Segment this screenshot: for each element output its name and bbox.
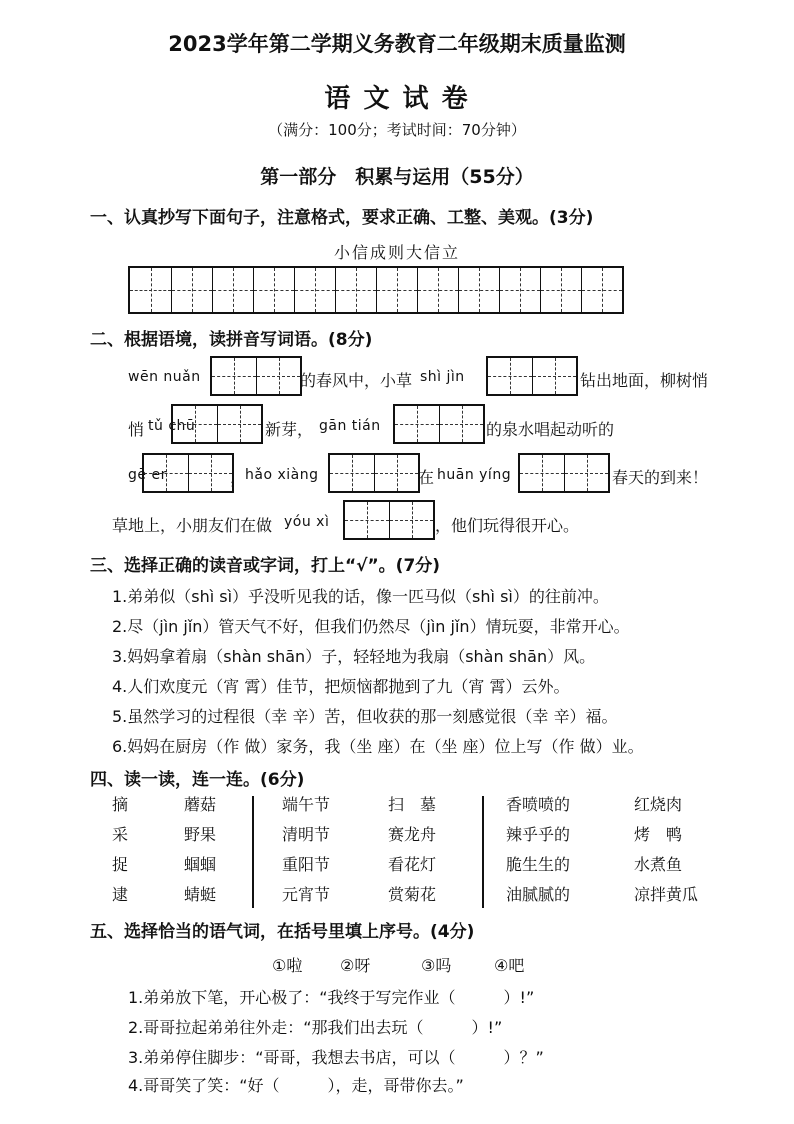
q3-item[interactable]: 5.虽然学习的过程很（幸 辛）苦，但收获的那一刻感觉很（幸 辛）福。 [112, 707, 618, 726]
answer-box[interactable] [393, 404, 485, 444]
q3-item[interactable]: 2.尽（jìn jǐn）管天气不好，但我们仍然尽（jìn jǐn）情玩耍，非常开心。 [112, 617, 630, 636]
q5-item[interactable]: 3.弟弟停住脚步：“哥哥，我想去书店，可以（ ）？” [128, 1048, 544, 1067]
match-item[interactable]: 赏菊花 [388, 885, 437, 904]
sentence-text: 草地上，小朋友们在做 [112, 516, 273, 535]
match-item[interactable]: 逮 [112, 885, 129, 904]
sentence-text: 春天的到来！ [612, 468, 709, 487]
q5-item[interactable]: 4.哥哥笑了笑：“好（ ），走，哥带你去。” [128, 1076, 464, 1095]
match-item[interactable]: 烤 鸭 [634, 825, 683, 844]
answer-box[interactable] [518, 453, 610, 493]
answer-box[interactable] [328, 453, 420, 493]
answer-box[interactable] [210, 356, 302, 396]
pinyin: tǔ chū [148, 418, 196, 434]
particle-option: ②呀 [340, 956, 371, 975]
match-item[interactable]: 脆生生的 [506, 855, 571, 874]
match-item[interactable]: 摘 [112, 795, 129, 814]
q5-item[interactable]: 2.哥哥拉起弟弟往外走：“那我们出去玩（ ）!” [128, 1018, 503, 1037]
match-item[interactable]: 看花灯 [388, 855, 437, 874]
q3-item[interactable]: 3.妈妈拿着扇（shàn shān）子，轻轻地为我扇（shàn shān）风。 [112, 647, 596, 666]
match-item[interactable]: 采 [112, 825, 129, 844]
q3-heading: 三、选择正确的读音或字词，打上“√”。(7分) [90, 556, 441, 576]
sentence-text: 新芽， [265, 420, 314, 439]
match-column-customs [388, 790, 436, 910]
match-item[interactable]: 重阳节 [282, 855, 331, 874]
sentence-text: 在 [418, 468, 435, 487]
match-column-objects [184, 790, 216, 910]
q1-heading: 一、认真抄写下面句子，注意格式，要求正确、工整、美观。(3分) [90, 208, 594, 228]
match-item[interactable]: 蝈蝈 [184, 855, 217, 874]
answer-box[interactable] [343, 500, 435, 540]
match-item[interactable]: 水煮鱼 [634, 855, 683, 874]
q5-item[interactable]: 1.弟弟放下笔，开心极了：“我终于写完作业（ ）!” [128, 988, 535, 1007]
pinyin: shì jìn [420, 369, 465, 385]
part-heading: 第一部分 积累与运用（55分） [260, 166, 534, 188]
match-column-adjectives [506, 790, 570, 910]
sentence-text: 钻出地面，柳树悄 [580, 371, 709, 390]
pinyin: hǎo xiàng [245, 467, 319, 483]
q1-sentence: 小信成则大信立 [333, 243, 460, 262]
exam-title: 2023学年第二学期义务教育二年级期末质量监测 [168, 32, 626, 56]
sentence-text: ， [230, 468, 247, 487]
particle-option: ①啦 [272, 956, 303, 975]
sentence-text: ，他们玩得很开心。 [435, 516, 580, 535]
match-item[interactable]: 辣乎乎的 [506, 825, 571, 844]
exam-subtitle: 语 文 试 卷 [324, 84, 470, 114]
sentence-text: 的泉水唱起动听的 [486, 420, 615, 439]
pinyin: huān yíng [437, 467, 512, 483]
q3-item[interactable]: 1.弟弟似（shì sì）乎没听见我的话，像一匹马似（shì sì）的往前冲。 [112, 587, 609, 606]
pinyin: yóu xì [284, 514, 330, 530]
answer-box[interactable] [142, 453, 234, 493]
match-item[interactable]: 清明节 [282, 825, 331, 844]
sentence-text: 悄 [128, 420, 145, 439]
match-item[interactable]: 元宵节 [282, 885, 331, 904]
particle-option: ③吗 [421, 956, 452, 975]
pinyin: gē er [128, 467, 167, 483]
sentence-text: 的春风中，小草 [300, 371, 413, 390]
exam-meta: （满分：100分；考试时间：70分钟） [268, 121, 526, 139]
writing-grid[interactable] [128, 266, 624, 314]
pinyin: gān tián [319, 418, 381, 434]
match-item[interactable]: 香喷喷的 [506, 795, 571, 814]
answer-box[interactable] [171, 404, 263, 444]
column-divider [482, 796, 484, 908]
pinyin: wēn nuǎn [128, 369, 201, 385]
q2-heading: 二、根据语境，读拼音写词语。(8分) [90, 330, 373, 350]
match-column-verbs [112, 790, 128, 910]
match-item[interactable]: 扫 墓 [388, 795, 437, 814]
match-item[interactable]: 油腻腻的 [506, 885, 571, 904]
match-item[interactable]: 端午节 [282, 795, 331, 814]
q3-item[interactable]: 6.妈妈在厨房（作 做）家务，我（坐 座）在（坐 座）位上写（作 做）业。 [112, 737, 644, 756]
match-item[interactable]: 赛龙舟 [388, 825, 437, 844]
answer-box[interactable] [486, 356, 578, 396]
q4-heading: 四、读一读，连一连。(6分) [90, 770, 305, 790]
q3-item[interactable]: 4.人们欢度元（宵 霄）佳节，把烦恼都抛到了九（宵 霄）云外。 [112, 677, 570, 696]
match-item[interactable]: 蘑菇 [184, 795, 217, 814]
q5-heading: 五、选择恰当的语气词，在括号里填上序号。(4分) [90, 922, 475, 942]
particle-option: ④吧 [494, 956, 525, 975]
match-item[interactable]: 捉 [112, 855, 129, 874]
match-item[interactable]: 红烧肉 [634, 795, 683, 814]
column-divider [252, 796, 254, 908]
match-item[interactable]: 凉拌黄瓜 [634, 885, 699, 904]
match-column-dishes [634, 790, 698, 910]
match-item[interactable]: 野果 [184, 825, 217, 844]
match-item[interactable]: 蜻蜓 [184, 885, 217, 904]
match-column-festivals [282, 790, 330, 910]
